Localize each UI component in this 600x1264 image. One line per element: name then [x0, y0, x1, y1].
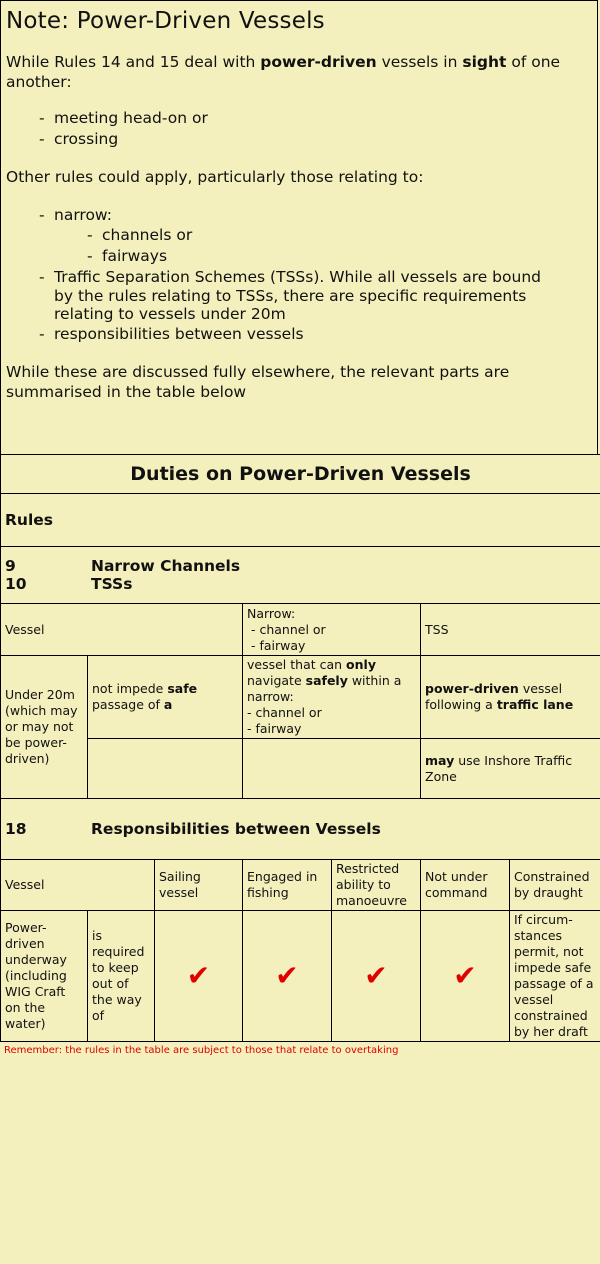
duty-cell: is required to keep out of the way of: [88, 911, 155, 1042]
closing-paragraph: While these are discussed fully elsewhere, the relevant parts are summarised in the table below: [6, 363, 510, 401]
rule-number: 18: [5, 820, 27, 838]
col-header-narrow: Narrow: - channel or - fairway: [243, 604, 421, 656]
check-sailing-icon: ✔: [155, 911, 243, 1042]
empty-cell: [88, 739, 243, 799]
rule-name: TSSs: [91, 575, 133, 593]
note-title: Note: Power-Driven Vessels: [6, 8, 325, 34]
col-header-cbd: Constrained by draught: [510, 860, 600, 911]
col-header-vessel: Vessel: [1, 860, 155, 911]
duty-cell: not impede safe passage of a: [88, 656, 243, 739]
col-header-fishing: Engaged in fishing: [243, 860, 332, 911]
section-rule-18: [1, 799, 600, 860]
col-header-vessel: Vessel: [1, 604, 243, 656]
rule-number: 9: [5, 557, 16, 575]
intro-paragraph: While Rules 14 and 15 deal with power-driven vessels in sight of one another:: [6, 53, 561, 91]
empty-cell: [243, 739, 421, 799]
duties-table: [0, 454, 600, 1042]
col-header-tss: TSS: [421, 604, 600, 656]
other-rules-paragraph: Other rules could apply, particularly those relating to:: [6, 168, 424, 186]
section-rules-9-10: [1, 547, 600, 604]
note-panel: Note: Power-Driven Vessels While Rules 14 and 15 deal with power-driven vessels in sight of one another: - meeting head-on or - crossing Other rules could apply, particularly those relating to: - narrow: - channels or - fairways - Traffic Separation Schemes (TSSs). While all vessels are bound by the rules relating to TSSs, there are specific requirements relating to vessels under 20m - responsibilities between vessels While these are discussed fully elsewhere, the relevant parts are summarised in the table below: [0, 0, 598, 454]
vessel-power-driven: Power-driven underway (including WIG Craft on the water): [1, 911, 88, 1042]
rule-name: Responsibilities between Vessels: [91, 820, 381, 838]
check-restricted-icon: ✔: [332, 911, 421, 1042]
table-title: Duties on Power-Driven Vessels: [1, 455, 600, 494]
check-fishing-icon: ✔: [243, 911, 332, 1042]
rule-number: 10: [5, 575, 27, 593]
col-header-restricted: Restricted ability to manoeuvre: [332, 860, 421, 911]
rules-label: Rules: [1, 494, 600, 547]
col-header-nuc: Not under command: [421, 860, 510, 911]
constrained-cell: If circum-stances permit, not impede safe passage of a vessel constrained by her draft: [510, 911, 600, 1042]
tss-inshore-cell: may use Inshore Traffic Zone: [421, 739, 600, 799]
rule-name: Narrow Channels: [91, 557, 241, 575]
duties-table-section: [0, 454, 600, 1042]
tss-cell: power-driven vessel following a traffic lane: [421, 656, 600, 739]
remember-note: Remember: the rules in the table are subject to those that relate to overtaking: [4, 1045, 399, 1056]
col-header-sailing: Sailing vessel: [155, 860, 243, 911]
check-nuc-icon: ✔: [421, 911, 510, 1042]
narrow-cell: vessel that can only navigate safely within a narrow: - channel or - fairway: [243, 656, 421, 739]
vessel-under-20m: Under 20m (which may or may not be power-driven): [1, 656, 88, 799]
